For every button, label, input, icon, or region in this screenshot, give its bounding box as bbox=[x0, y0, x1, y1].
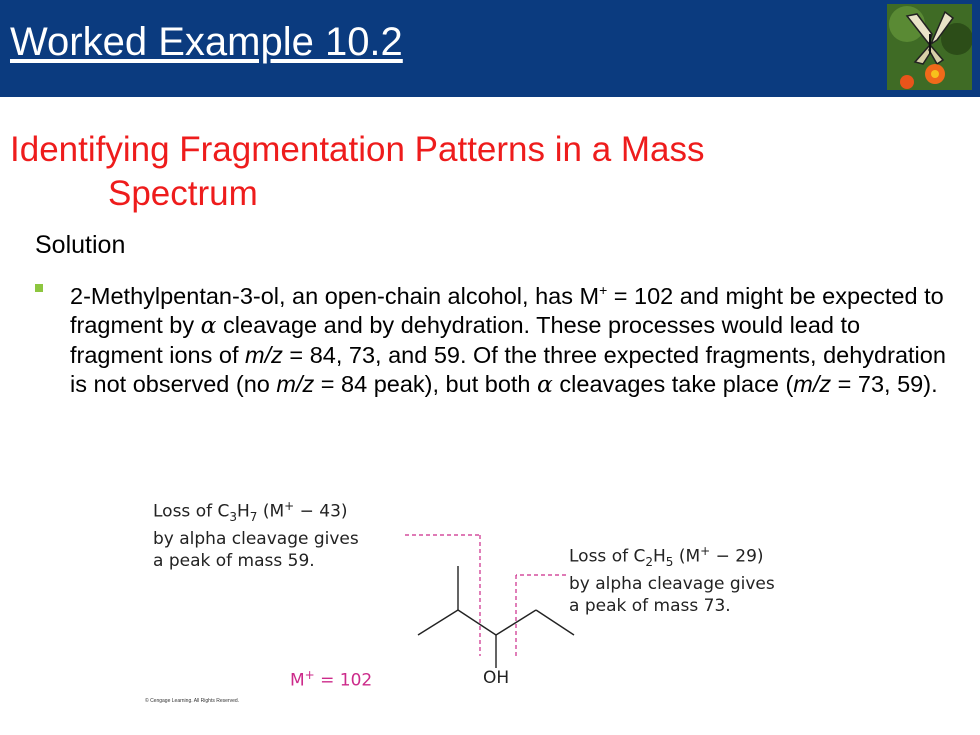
left-annotation-line-3: a peak of mass 59. bbox=[153, 551, 315, 572]
bullet-square-icon bbox=[35, 284, 43, 292]
right-annotation-line-2: by alpha cleavage gives bbox=[569, 574, 775, 595]
left-annotation-line-2: by alpha cleavage gives bbox=[153, 529, 359, 550]
left-annotation-line-1: Loss of $C_3H_7$ (M+ − 43) bbox=[153, 499, 348, 525]
right-annotation-line-3: a peak of mass 73. bbox=[569, 596, 731, 617]
subtitle-line-1: Identifying Fragmentation Patterns in a Mass bbox=[10, 130, 705, 169]
bullet-text: 2-Methylpentan-3-ol, an open-chain alcohol, has M+ = 102 and might be expected to fragment by α cleavage and by dehydration. These processes would lead to fragment ions of m/z = 84, 73, and 59. Of the three expected fragments, dehydration is not observed (no m/z = 84 peak), but both α cleavages take place (m/z = 73, 59). bbox=[70, 282, 946, 399]
bullet-item bbox=[35, 276, 955, 400]
fragmentation-diagram bbox=[140, 488, 860, 718]
header-bar bbox=[0, 0, 980, 97]
copyright-notice: © Cengage Learning. All Rights Reserved. bbox=[145, 698, 240, 704]
cleavage-dashes bbox=[405, 535, 566, 656]
molecular-ion-label: M+ = 102 bbox=[290, 668, 373, 691]
solution-heading: Solution bbox=[35, 231, 126, 259]
slide-title: Worked Example 10.2 bbox=[10, 20, 403, 64]
butterfly-on-flower-icon bbox=[887, 4, 972, 90]
subtitle-line-2: Spectrum bbox=[108, 174, 258, 213]
skeletal-bonds bbox=[418, 566, 574, 668]
right-annotation-line-1: Loss of $C_2H_5$ (M+ − 29) bbox=[569, 544, 764, 570]
slide-subtitle bbox=[10, 128, 910, 216]
hydroxyl-label: OH bbox=[483, 668, 510, 688]
